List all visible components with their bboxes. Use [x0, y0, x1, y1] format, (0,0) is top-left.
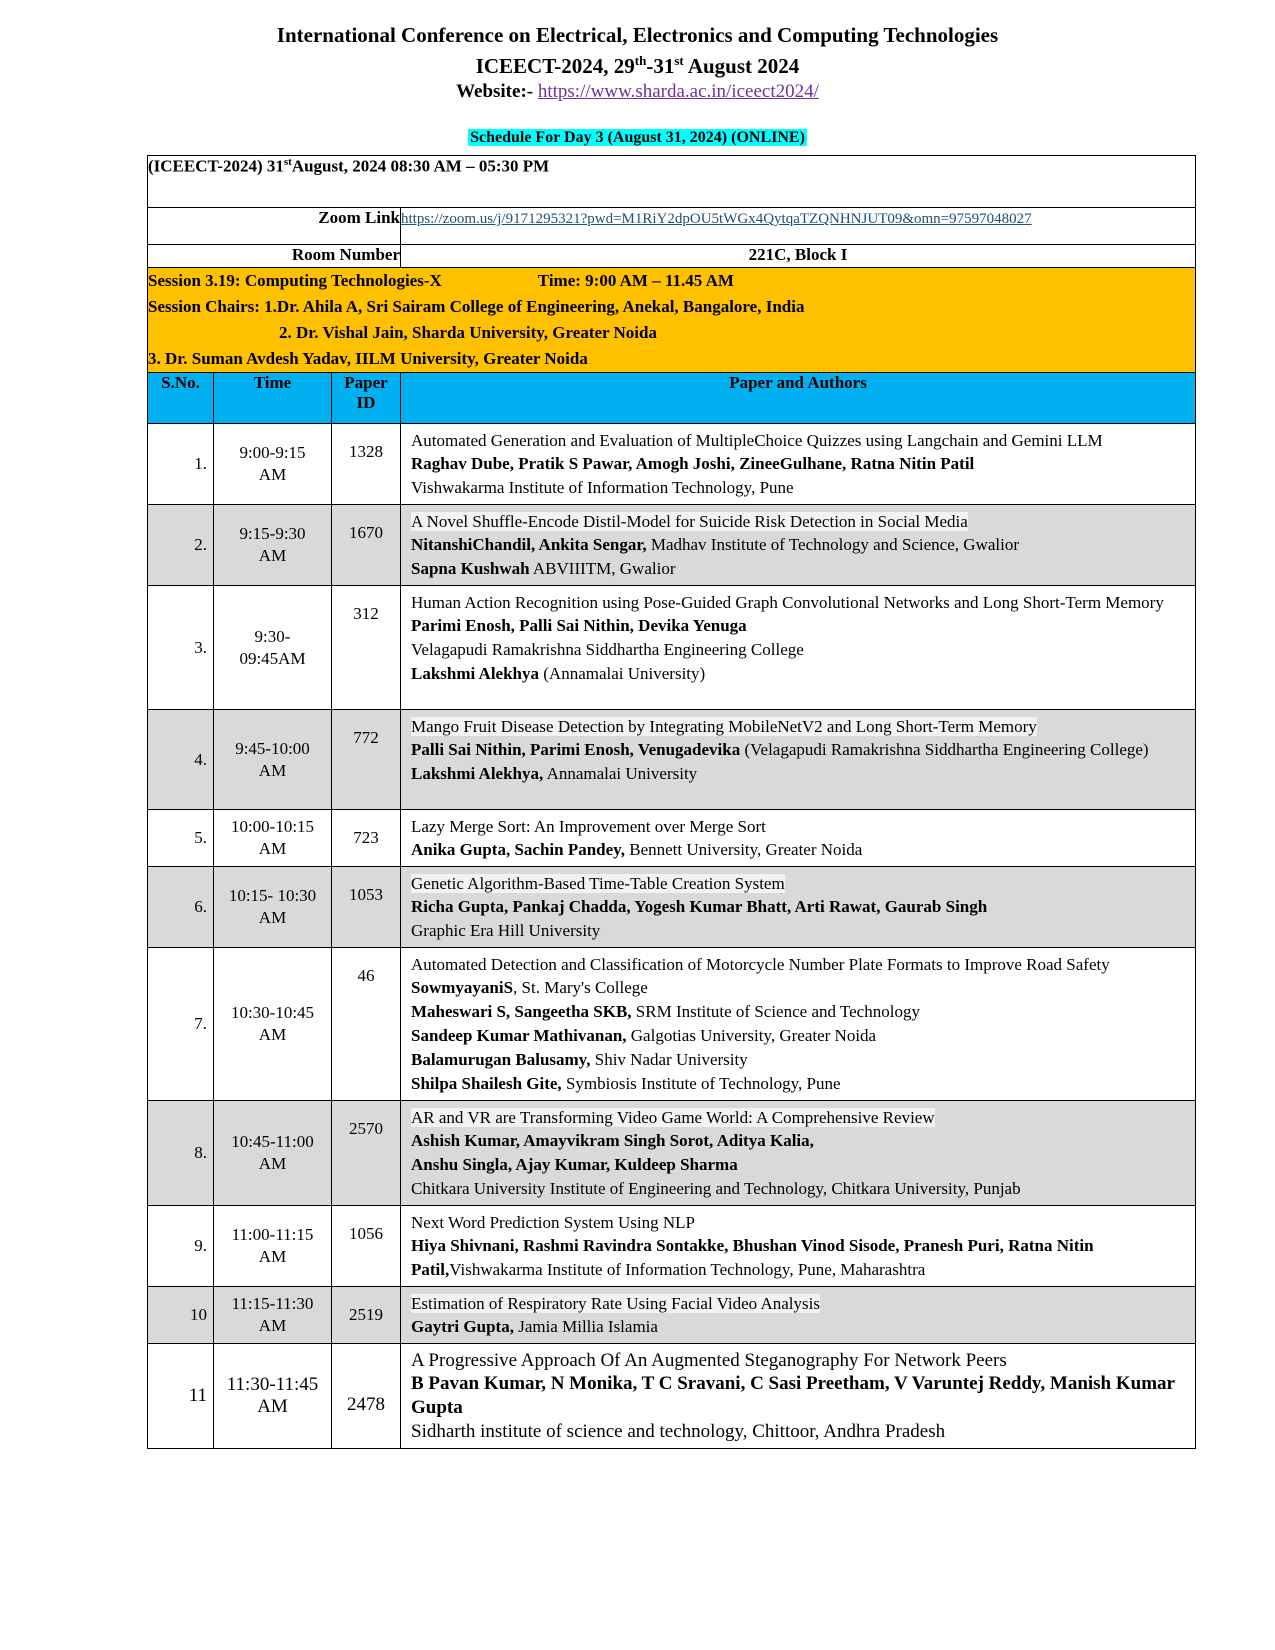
author-affiliation: Symbiosis Institute of Technology, Pune	[561, 1074, 841, 1093]
row-sno: 8.	[148, 1101, 214, 1206]
dates-sup: th	[634, 53, 647, 68]
paper-title	[411, 592, 1185, 614]
event-text: (ICEECT-2024) 31	[148, 156, 284, 176]
col-paper-id	[332, 373, 401, 424]
col-time: Time	[214, 373, 332, 424]
paper-title	[411, 954, 1185, 976]
table-row	[148, 810, 1196, 867]
row-paper-id: 723	[332, 810, 401, 867]
row-time-2: AM	[258, 546, 287, 565]
row-time-2: AM	[258, 760, 287, 780]
row-time-1: 11:30-11:45	[226, 1374, 319, 1395]
author-names: Gaytri Gupta,	[411, 1317, 514, 1336]
author-affiliation: (Annamalai University)	[539, 664, 706, 683]
row-paper	[401, 867, 1196, 948]
col-paper-id-1: Paper	[344, 373, 388, 392]
row-time-2: AM	[258, 1316, 287, 1335]
author-affiliation: Jamia Millia Islamia	[513, 1317, 658, 1336]
author-affiliation: Graphic Era Hill University	[411, 921, 601, 940]
zoom-label: Zoom Link	[148, 208, 401, 245]
table-row	[148, 710, 1196, 810]
room-value: 221C, Block I	[401, 245, 1196, 268]
table-row	[148, 1287, 1196, 1344]
dates-part: August 2024	[683, 54, 800, 78]
row-time-1: 10:00-10:15	[230, 817, 315, 836]
row-sno: 3.	[148, 586, 214, 710]
paper-title-text: Automated Detection and Classification of Motorcycle Number Plate Formats to Improve Road Safety	[411, 955, 1110, 974]
paper-title-text: A Progressive Approach Of An Augmented Steganography For Network Peers	[411, 1350, 1007, 1371]
author-names: Anika Gupta, Sachin Pandey,	[411, 840, 625, 859]
row-sno: 4.	[148, 710, 214, 810]
paper-title	[411, 1107, 1185, 1129]
row-time-1: 10:45-11:00	[231, 1132, 314, 1151]
row-paper-id: 772	[332, 710, 401, 810]
row-paper-id: 2519	[332, 1287, 401, 1344]
row-sno: 9.	[148, 1206, 214, 1287]
row-sno: 11	[148, 1344, 214, 1449]
event-text: August, 2024 08:30 AM – 05:30 PM	[291, 156, 550, 176]
row-sno: 1.	[148, 424, 214, 505]
row-sno: 6.	[148, 867, 214, 948]
paper-author-line	[411, 1129, 1185, 1153]
row-time-1: 11:00-11:15	[231, 1225, 314, 1244]
row-time	[214, 1344, 332, 1449]
author-affiliation: Galgotias University, Greater Noida	[626, 1026, 877, 1045]
paper-author-line	[411, 1000, 1185, 1024]
row-paper	[401, 948, 1196, 1101]
paper-title	[411, 1293, 1185, 1315]
table-row	[148, 1101, 1196, 1206]
table-row	[148, 1344, 1196, 1449]
session-title: Session 3.19: Computing Technologies-X	[148, 271, 442, 290]
conference-dates	[0, 48, 1275, 79]
session-chair-3: 3. Dr. Suman Avdesh Yadav, IILM University, Greater Noida	[148, 349, 588, 368]
paper-author-line	[411, 838, 1185, 862]
row-sno: 2.	[148, 505, 214, 586]
paper-author-line	[411, 762, 1185, 786]
row-time	[214, 1287, 332, 1344]
row-time-1: 9:00-9:15	[239, 443, 306, 462]
paper-title-text: A Novel Shuffle-Encode Distil-Model for Suicide Risk Detection in Social Media	[411, 512, 968, 531]
row-paper-id: 1053	[332, 867, 401, 948]
row-time	[214, 1206, 332, 1287]
col-paper-id-2: ID	[356, 393, 376, 412]
author-names: SowmyayaniS	[411, 978, 514, 997]
paper-title-text: AR and VR are Transforming Video Game World: A Comprehensive Review	[411, 1108, 935, 1127]
row-paper	[401, 424, 1196, 505]
row-time-2: AM	[258, 1025, 287, 1044]
author-names: NitanshiChandil, Ankita Sengar,	[411, 535, 647, 554]
paper-author-line	[411, 976, 1185, 1000]
author-affiliation: , St. Mary's College	[513, 978, 648, 997]
paper-author-line	[411, 614, 1185, 638]
author-affiliation: Shiv Nadar University	[590, 1050, 748, 1069]
row-paper	[401, 505, 1196, 586]
author-names: Anshu Singla, Ajay Kumar, Kuldeep Sharma	[411, 1155, 738, 1174]
paper-title-text: Estimation of Respiratory Rate Using Facial Video Analysis	[411, 1294, 820, 1313]
room-label: Room Number	[148, 245, 401, 268]
author-names: Balamurugan Balusamy,	[411, 1050, 591, 1069]
author-affiliation: ABVIIITM, Gwalior	[529, 559, 676, 578]
table-row	[148, 424, 1196, 505]
row-time-1: 9:30-	[254, 626, 291, 646]
row-paper-id: 1056	[332, 1206, 401, 1287]
row-time-1: 9:45-10:00	[235, 738, 310, 758]
row-time-2: AM	[258, 839, 287, 858]
session-time: Time: 9:00 AM – 11.45 AM	[537, 271, 734, 290]
author-affiliation: Vishwakarma Institute of Information Technology, Pune, Maharashtra	[449, 1260, 926, 1279]
document-header	[0, 22, 1275, 105]
row-sno: 10	[148, 1287, 214, 1344]
table-row	[148, 505, 1196, 586]
author-affiliation: Vishwakarma Institute of Information Technology, Pune	[411, 478, 794, 497]
author-affiliation: Madhav Institute of Technology and Science, Gwalior	[646, 535, 1019, 554]
room-row	[148, 245, 1196, 268]
session-title-line	[148, 268, 1195, 294]
table-row	[148, 586, 1196, 710]
paper-title-text: Automated Generation and Evaluation of MultipleChoice Quizzes using Langchain and Gemini LLM	[411, 431, 1103, 450]
paper-author-line	[411, 533, 1185, 557]
event-sup: st	[283, 156, 292, 168]
paper-author-line	[411, 557, 1185, 581]
session-chair-1: Session Chairs: 1.Dr. Ahila A, Sri Sairam College of Engineering, Anekal, Bangalore, India	[148, 297, 805, 316]
zoom-link[interactable]: https://zoom.us/j/9171295321?pwd=M1RiY2dpOU5tWGx4QytqaTZQNHNJUT09&omn=97597048027	[401, 211, 1032, 227]
table-row	[148, 867, 1196, 948]
row-time-2: AM	[258, 1154, 287, 1173]
dates-part: -31	[646, 54, 675, 78]
paper-author-line	[411, 1048, 1185, 1072]
row-sno: 5.	[148, 810, 214, 867]
paper-author-line	[411, 1153, 1185, 1177]
paper-title-text: Lazy Merge Sort: An Improvement over Merge Sort	[411, 817, 766, 836]
paper-title-text: Human Action Recognition using Pose-Guided Graph Convolutional Networks and Long Short-Term Memory	[411, 593, 1164, 612]
author-names: Ashish Kumar, Amayvikram Singh Sorot, Aditya Kalia,	[411, 1131, 814, 1150]
row-time	[214, 810, 332, 867]
author-names: Richa Gupta, Pankaj Chadda, Yogesh Kumar Bhatt, Arti Rawat, Gaurab Singh	[411, 897, 988, 916]
author-affiliation: Velagapudi Ramakrishna Siddhartha Engineering College	[411, 640, 804, 659]
event-row	[148, 156, 1196, 208]
row-time-2: AM	[257, 1396, 288, 1417]
column-header-row	[148, 373, 1196, 424]
col-paper: Paper and Authors	[401, 373, 1196, 424]
row-time	[214, 948, 332, 1101]
paper-author-line	[411, 738, 1185, 762]
row-time-1: 11:15-11:30	[231, 1294, 314, 1313]
paper-title-text: Mango Fruit Disease Detection by Integrating MobileNetV2 and Long Short-Term Memory	[411, 717, 1037, 736]
row-paper	[401, 810, 1196, 867]
paper-title	[411, 430, 1185, 452]
website-line	[0, 79, 1275, 105]
table-row	[148, 1206, 1196, 1287]
paper-title	[411, 716, 1185, 738]
row-paper	[401, 1101, 1196, 1206]
author-affiliation: Annamalai University	[543, 764, 698, 783]
row-paper-id: 1328	[332, 424, 401, 505]
schedule-rows	[148, 424, 1196, 1449]
col-sno: S.No.	[148, 373, 214, 424]
row-paper	[401, 586, 1196, 710]
author-affiliation: Sidharth institute of science and technology, Chittoor, Andhra Pradesh	[411, 1421, 946, 1442]
paper-title	[411, 511, 1185, 533]
row-time	[214, 424, 332, 505]
paper-author-line	[411, 1420, 1185, 1444]
paper-author-line	[411, 1234, 1185, 1282]
author-names: Raghav Dube, Pratik S Pawar, Amogh Joshi, ZineeGulhane, Ratna Nitin Patil	[411, 454, 975, 473]
author-affiliation: Bennett University, Greater Noida	[625, 840, 863, 859]
paper-title-text: Genetic Algorithm-Based Time-Table Creation System	[411, 874, 785, 893]
row-time	[214, 867, 332, 948]
row-time-1: 10:15- 10:30	[228, 886, 317, 905]
website-link[interactable]: https://www.sharda.ac.in/iceect2024/	[537, 81, 819, 102]
author-names: Palli Sai Nithin, Parimi Enosh, Venugadevika	[411, 740, 741, 759]
paper-author-line	[411, 1177, 1185, 1201]
row-paper	[401, 1287, 1196, 1344]
row-time-2: AM	[258, 465, 287, 484]
paper-title-text: Next Word Prediction System Using NLP	[411, 1213, 696, 1232]
day-title-text: Schedule For Day 3 (August 31, 2024) (ONLINE)	[470, 129, 805, 146]
author-names: Lakshmi Alekhya	[411, 664, 540, 683]
website-label: Website:-	[456, 81, 538, 102]
paper-author-line	[411, 1024, 1185, 1048]
session-chair-2: 2. Dr. Vishal Jain, Sharda University, Greater Noida	[279, 323, 657, 342]
row-time	[214, 710, 332, 810]
row-time	[214, 505, 332, 586]
author-names: Sapna Kushwah	[411, 559, 530, 578]
author-affiliation: SRM Institute of Science and Technology	[631, 1002, 920, 1021]
session-cell	[148, 268, 1196, 373]
row-time	[214, 586, 332, 710]
row-time-2: AM	[258, 908, 287, 927]
row-paper	[401, 1206, 1196, 1287]
row-time	[214, 1101, 332, 1206]
table-row	[148, 948, 1196, 1101]
paper-author-line	[411, 638, 1185, 662]
zoom-link-cell	[401, 208, 1196, 245]
paper-author-line	[411, 919, 1185, 943]
author-names: B Pavan Kumar, N Monika, T C Sravani, C Sasi Preetham, V Varuntej Reddy, Manish Kumar Gupta	[411, 1373, 1175, 1418]
paper-title	[411, 816, 1185, 838]
row-paper	[401, 710, 1196, 810]
author-affiliation: Chitkara University Institute of Engineering and Technology, Chitkara University, Punjab	[411, 1179, 1021, 1198]
paper-author-line	[411, 895, 1185, 919]
row-paper-id: 2570	[332, 1101, 401, 1206]
row-paper	[401, 1344, 1196, 1449]
paper-title	[411, 1350, 1185, 1372]
event-cell	[148, 156, 1196, 208]
schedule-table	[147, 155, 1196, 1449]
dates-sup: st	[674, 53, 684, 68]
author-names: Hiya Shivnani, Rashmi Ravindra Sontakke, Bhushan Vinod Sisode, Pranesh Puri, Ratna Nitin Patil,	[411, 1236, 1094, 1279]
paper-author-line	[411, 1315, 1185, 1339]
session-row	[148, 268, 1196, 373]
author-affiliation: (Velagapudi Ramakrishna Siddhartha Engineering College)	[740, 740, 1149, 759]
row-sno: 7.	[148, 948, 214, 1101]
dates-part: ICEECT-2024, 29	[475, 54, 635, 78]
row-time-2: AM	[258, 1247, 287, 1266]
conference-title: International Conference on Electrical, Electronics and Computing Technologies	[276, 23, 999, 47]
paper-author-line	[411, 1072, 1185, 1096]
author-names: Lakshmi Alekhya,	[411, 764, 544, 783]
row-paper-id: 1670	[332, 505, 401, 586]
paper-title	[411, 1212, 1185, 1234]
row-time-1: 10:30-10:45	[230, 1003, 315, 1022]
row-paper-id: 312	[332, 586, 401, 710]
paper-author-line	[411, 476, 1185, 500]
row-paper-id: 2478	[332, 1344, 401, 1449]
zoom-row	[148, 208, 1196, 245]
paper-author-line	[411, 662, 1185, 686]
paper-title	[411, 873, 1185, 895]
author-names: Shilpa Shailesh Gite,	[411, 1074, 562, 1093]
paper-author-line	[411, 452, 1185, 476]
row-time-2: 09:45AM	[239, 648, 306, 668]
author-names: Parimi Enosh, Palli Sai Nithin, Devika Yenuga	[411, 616, 747, 635]
paper-author-line	[411, 1372, 1185, 1420]
author-names: Sandeep Kumar Mathivanan,	[411, 1026, 627, 1045]
row-paper-id: 46	[332, 948, 401, 1101]
day-title	[0, 129, 1275, 147]
author-names: Maheswari S, Sangeetha SKB,	[411, 1002, 632, 1021]
row-time-1: 9:15-9:30	[239, 524, 306, 543]
